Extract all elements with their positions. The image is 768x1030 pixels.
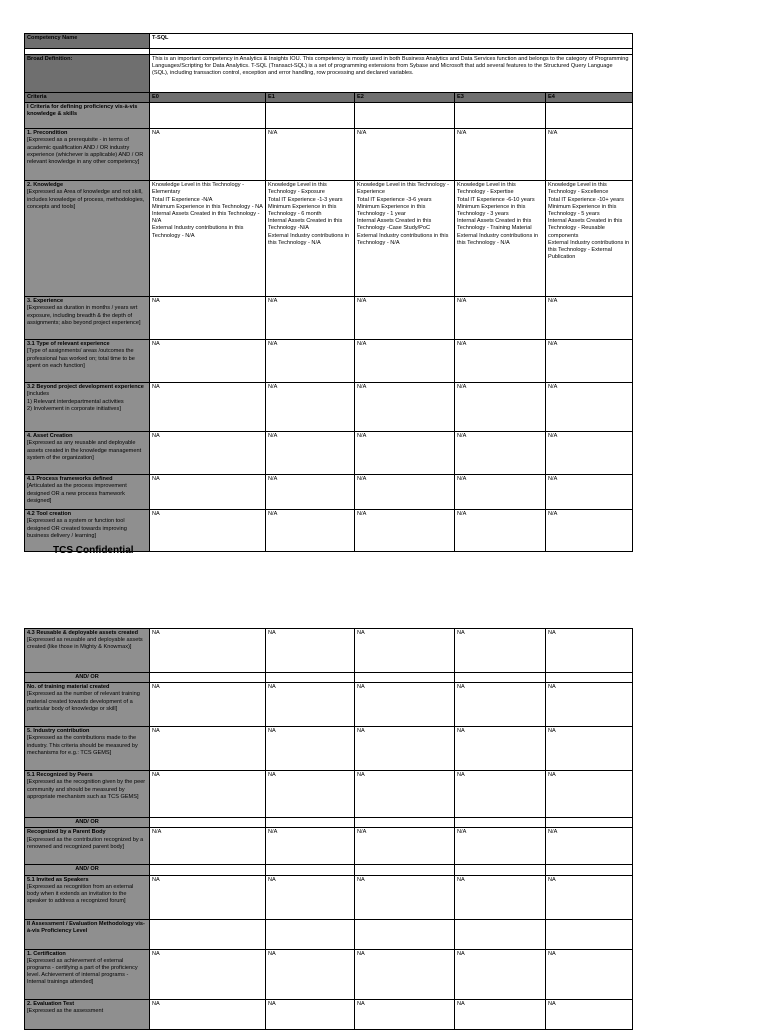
criteria-description: [Expressed as achievement of external programs - certifying a part of the proficiency level. Achievement of internal programs - Internal trainings attended] — [27, 957, 138, 986]
level-e1-cell: N/A — [266, 297, 355, 340]
column-header-row — [25, 93, 633, 103]
criteria-description: [Expressed as any reusable and deployable assets created in the knowledge management system of the organization] — [27, 440, 142, 461]
competency-table-page-2 — [24, 628, 633, 1030]
level-e2-cell: NA — [355, 999, 455, 1029]
criteria-title: 2. Evaluation Test — [27, 1000, 75, 1007]
confidential-footer: TCS Confidential — [53, 545, 134, 556]
level-e0-cell: Knowledge Level in this Technology - Elementary Total IT Experience -N/A Minimum Experience in this Technology - NA Internal Assets Created in this Technology -N/A External Industry contributions in this Technology - N/A — [150, 181, 266, 297]
level-e2-cell: N/A — [355, 475, 455, 510]
criteria-description: [Expressed as the contribution recognized by a renowned and recognized parent body] — [27, 836, 144, 850]
criteria-cell — [25, 919, 150, 949]
col-e2: E2 — [355, 93, 455, 103]
criteria-title: Recognized by a Parent Body — [27, 829, 106, 836]
criteria-cell — [25, 683, 150, 727]
level-e0-cell: N/A — [150, 828, 266, 865]
criteria-title: 4.3 Reusable & deployable assets created — [27, 630, 138, 636]
criteria-description: [Expressed as the contributions made to the industry. This criteria should be measured by mechanisms for e.g.: TCS GEMS] — [27, 735, 138, 756]
level-e0-cell: NA — [150, 629, 266, 673]
and-or-separator: AND/ OR — [25, 818, 150, 828]
criteria-row — [25, 999, 633, 1029]
level-e3-cell: NA — [455, 999, 546, 1029]
criteria-description: [Expressed as the assessment — [27, 1007, 104, 1014]
and-or-separator: AND/ OR — [25, 673, 150, 683]
criteria-title: 5.1 Invited as Speakers — [27, 876, 89, 883]
empty-cell — [150, 865, 266, 875]
level-e4-cell: N/A — [546, 297, 633, 340]
level-e0-cell: NA — [150, 510, 266, 552]
criteria-row — [25, 828, 633, 865]
criteria-row — [25, 818, 633, 828]
level-e2-cell: N/A — [355, 510, 455, 552]
criteria-cell — [25, 727, 150, 771]
criteria-description: [includes 1) Relevant interdepartmental activities 2) Involvement in corporate initiatives] — [27, 391, 124, 412]
level-e0-cell: NA — [150, 727, 266, 771]
level-e1-cell: N/A — [266, 129, 355, 181]
col-e3: E3 — [455, 93, 546, 103]
level-e3-cell — [455, 103, 546, 129]
level-e3-cell: N/A — [455, 475, 546, 510]
level-e4-cell: NA — [546, 771, 633, 818]
level-e3-cell: N/A — [455, 432, 546, 475]
empty-cell — [266, 865, 355, 875]
level-e1-cell: N/A — [266, 510, 355, 552]
level-e2-cell: NA — [355, 629, 455, 673]
level-e4-cell: NA — [546, 727, 633, 771]
criteria-cell — [25, 432, 150, 475]
criteria-description: [Expressed as Area of knowledge and not skill, includes knowledge of process, methodologies, concepts and tools] — [27, 189, 145, 210]
level-e0-cell — [150, 103, 266, 129]
level-e1-cell: N/A — [266, 828, 355, 865]
level-e4-cell: NA — [546, 875, 633, 919]
criteria-row — [25, 129, 633, 181]
level-e1-cell: N/A — [266, 340, 355, 383]
col-e1: E1 — [266, 93, 355, 103]
criteria-cell — [25, 340, 150, 383]
level-e2-cell: NA — [355, 727, 455, 771]
level-e4-cell — [546, 103, 633, 129]
level-e2-cell: NA — [355, 683, 455, 727]
criteria-row — [25, 683, 633, 727]
criteria-title: 4.1 Process frameworks defined — [27, 476, 113, 483]
criteria-row — [25, 949, 633, 999]
criteria-title: II Assessment / Evaluation Methodology vis-à-vis Proficiency Level — [27, 920, 145, 934]
level-e4-cell: NA — [546, 949, 633, 999]
level-e2-cell: NA — [355, 949, 455, 999]
level-e1-cell: NA — [266, 875, 355, 919]
level-e2-cell: NA — [355, 875, 455, 919]
level-e1-cell: NA — [266, 949, 355, 999]
and-or-separator: AND/ OR — [25, 865, 150, 875]
criteria-row — [25, 475, 633, 510]
level-e1-cell: NA — [266, 727, 355, 771]
level-e0-cell — [150, 919, 266, 949]
level-e3-cell: NA — [455, 683, 546, 727]
empty-cell — [355, 673, 455, 683]
criteria-title: 5. Industry contribution — [27, 728, 90, 735]
level-e1-cell: NA — [266, 771, 355, 818]
criteria-description: [Expressed as a system or function tool designed OR created towards improving business delivery / learning] — [27, 518, 127, 539]
empty-cell — [266, 818, 355, 828]
criteria-title: 1. Precondition — [27, 130, 68, 137]
level-e4-cell: N/A — [546, 129, 633, 181]
level-e2-cell: Knowledge Level in this Technology - Experience Total IT Experience -3-6 years Minimum Experience in this Technology - 1 year Internal Assets Created in this Technology -Case Study/PoC External Industry contributions in this Technology - N/A — [355, 181, 455, 297]
level-e2-cell — [355, 919, 455, 949]
criteria-cell — [25, 103, 150, 129]
col-e0: E0 — [150, 93, 266, 103]
level-e4-cell: NA — [546, 999, 633, 1029]
criteria-description: [Expressed as the number of relevant training material created towards development of a particular body of knowledge or skill] — [27, 691, 140, 712]
criteria-row — [25, 103, 633, 129]
level-e1-cell — [266, 919, 355, 949]
criteria-title: 2. Knowledge — [27, 182, 64, 189]
col-e4: E4 — [546, 93, 633, 103]
level-e3-cell: Knowledge Level in this Technology - Expertise Total IT Experience -6-10 years Minimum Experience in this Technology - 3 years Internal Assets Created in this Technology - Training Material External Industry contributions in this Technology - N/A — [455, 181, 546, 297]
level-e4-cell: N/A — [546, 432, 633, 475]
level-e3-cell: N/A — [455, 297, 546, 340]
level-e2-cell: N/A — [355, 383, 455, 432]
criteria-row — [25, 727, 633, 771]
level-e0-cell: NA — [150, 949, 266, 999]
criteria-title: 3.1 Type of relevant experience — [27, 341, 110, 348]
level-e3-cell: NA — [455, 875, 546, 919]
level-e3-cell: N/A — [455, 129, 546, 181]
level-e4-cell: N/A — [546, 510, 633, 552]
level-e4-cell: N/A — [546, 828, 633, 865]
criteria-cell — [25, 475, 150, 510]
criteria-row — [25, 919, 633, 949]
level-e0-cell: NA — [150, 129, 266, 181]
criteria-cell — [25, 999, 150, 1029]
criteria-cell — [25, 828, 150, 865]
empty-cell — [546, 865, 633, 875]
empty-cell — [546, 818, 633, 828]
competency-name-value: T-SQL — [150, 34, 633, 49]
level-e3-cell: N/A — [455, 510, 546, 552]
empty-cell — [150, 818, 266, 828]
level-e3-cell: NA — [455, 949, 546, 999]
level-e1-cell: NA — [266, 683, 355, 727]
level-e0-cell: NA — [150, 771, 266, 818]
empty-cell — [546, 673, 633, 683]
criteria-description: [Expressed as reusable and deployable assets created (like those in Mighty & Knowmax)] — [27, 637, 143, 651]
level-e3-cell: N/A — [455, 340, 546, 383]
level-e4-cell: NA — [546, 629, 633, 673]
criteria-title: 5.1 Recognized by Peers — [27, 772, 93, 779]
criteria-row — [25, 673, 633, 683]
criteria-cell — [25, 949, 150, 999]
level-e1-cell — [266, 103, 355, 129]
criteria-description: [Articulated as the process improvement designed OR a new process framework designed] — [27, 483, 127, 504]
empty-cell — [455, 865, 546, 875]
level-e0-cell: NA — [150, 297, 266, 340]
level-e3-cell: N/A — [455, 828, 546, 865]
level-e0-cell: NA — [150, 340, 266, 383]
competency-name-label: Competency Name — [25, 34, 150, 49]
level-e1-cell: Knowledge Level in this Technology - Exposure Total IT Experience -1-3 years Minimum Experience in this Technology - 6 month Internal Assets Created in this Technology -N/A External Industry contributions in this Technology - N/A — [266, 181, 355, 297]
level-e0-cell: NA — [150, 999, 266, 1029]
level-e4-cell: NA — [546, 683, 633, 727]
level-e4-cell: N/A — [546, 383, 633, 432]
level-e1-cell: N/A — [266, 475, 355, 510]
level-e1-cell: N/A — [266, 383, 355, 432]
criteria-row — [25, 875, 633, 919]
level-e1-cell: NA — [266, 629, 355, 673]
criteria-row — [25, 629, 633, 673]
criteria-title: 4. Asset Creation — [27, 433, 73, 440]
level-e3-cell: NA — [455, 771, 546, 818]
broad-definition-label: Broad Definition: — [25, 55, 150, 93]
level-e2-cell: N/A — [355, 297, 455, 340]
criteria-description: [Type of assignments/ areas /outcomes the professional has worked on; total time to be spent on each function] — [27, 348, 135, 369]
level-e0-cell: NA — [150, 875, 266, 919]
level-e0-cell: NA — [150, 383, 266, 432]
criteria-description: [Expressed as duration in months / years wrt exposure, including breadth & the depth of assignments; also beyond project experience] — [27, 305, 141, 326]
empty-cell — [355, 865, 455, 875]
level-e3-cell: NA — [455, 629, 546, 673]
level-e2-cell: NA — [355, 771, 455, 818]
level-e2-cell: N/A — [355, 340, 455, 383]
level-e2-cell: N/A — [355, 432, 455, 475]
empty-cell — [355, 818, 455, 828]
criteria-description: [Expressed as the recognition given by the peer community and should be measured by appropriate mechanism such as TCS GEMS] — [27, 779, 146, 800]
competency-table-page-1 — [24, 33, 633, 552]
criteria-row — [25, 340, 633, 383]
level-e0-cell: NA — [150, 432, 266, 475]
criteria-title: 4.2 Tool creation — [27, 511, 72, 518]
level-e3-cell — [455, 919, 546, 949]
level-e2-cell: N/A — [355, 129, 455, 181]
criteria-row — [25, 297, 633, 340]
level-e4-cell: N/A — [546, 340, 633, 383]
col-criteria: Criteria — [25, 93, 150, 103]
empty-cell — [455, 818, 546, 828]
level-e2-cell: N/A — [355, 828, 455, 865]
level-e2-cell — [355, 103, 455, 129]
criteria-title: 1. Certification — [27, 950, 66, 957]
criteria-cell — [25, 771, 150, 818]
criteria-cell — [25, 181, 150, 297]
criteria-cell — [25, 383, 150, 432]
criteria-title: No. of training material created — [27, 684, 110, 691]
criteria-description: [Expressed as a prerequisite - in terms of academic qualification AND / OR industry experience (whichever is applicable) AND / OR relevant knowledge in any other competency] — [27, 137, 144, 166]
empty-cell — [150, 673, 266, 683]
level-e4-cell — [546, 919, 633, 949]
level-e3-cell: N/A — [455, 383, 546, 432]
level-e0-cell: NA — [150, 683, 266, 727]
criteria-row — [25, 771, 633, 818]
level-e3-cell: NA — [455, 727, 546, 771]
criteria-cell — [25, 129, 150, 181]
criteria-row — [25, 432, 633, 475]
level-e1-cell: NA — [266, 999, 355, 1029]
criteria-cell — [25, 297, 150, 340]
criteria-title: 3.2 Beyond project development experience — [27, 384, 144, 391]
level-e0-cell: NA — [150, 475, 266, 510]
broad-definition-value: This is an important competency in Analytics & Insights IOU. This competency is mostly used in both Business Analytics and Data Services function and belongs to the category of Programming Languages/Scripting for Data Analytics. T-SQL (Transact-SQL) is a set of programming extensions from Sybase and Microsoft that add several features to the Structured Query Language (SQL), including transaction control, exception and error handling, row processing and declared variables. — [150, 55, 633, 93]
criteria-row — [25, 383, 633, 432]
criteria-title: I Criteria for defining proficiency vis-à-vis knowledge & skills — [27, 104, 138, 118]
empty-cell — [455, 673, 546, 683]
criteria-cell — [25, 875, 150, 919]
criteria-row — [25, 181, 633, 297]
criteria-cell — [25, 629, 150, 673]
empty-cell — [266, 673, 355, 683]
level-e1-cell: N/A — [266, 432, 355, 475]
criteria-title: 3. Experience — [27, 298, 64, 305]
criteria-row — [25, 865, 633, 875]
level-e4-cell: N/A — [546, 475, 633, 510]
level-e4-cell: Knowledge Level in this Technology - Excellence Total IT Experience -10+ years Minimum Experience in this Technology - 5 years Internal Assets Created in this Technology - Reusable components External Industry contributions in this Technology - External Publication — [546, 181, 633, 297]
criteria-description: [Expressed as recognition from an external body when it extends an invitation to the speaker to address a recognized forum] — [27, 883, 134, 905]
